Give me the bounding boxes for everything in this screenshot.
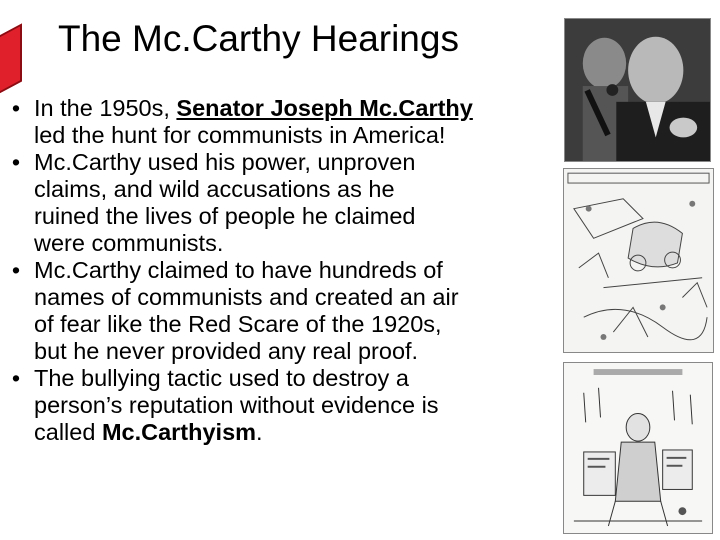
bullet-line: The bullying tactic used to destroy a <box>34 365 409 391</box>
bullet-line: claims, and wild accusations as he <box>34 176 395 202</box>
bullet-dot: • <box>11 257 21 283</box>
bullet-line: Mc.Carthy used his power, unproven <box>34 149 416 175</box>
bullet-line: were communists. <box>34 230 224 256</box>
political-cartoon-man-with-papers <box>563 362 713 534</box>
bullet-line: of fear like the Red Scare of the 1920s, <box>34 311 442 337</box>
cartoon-illustration <box>564 363 712 533</box>
emphasis-senator-name: Senator Joseph Mc.Carthy <box>176 95 473 121</box>
bullet-line: ruined the lives of people he claimed <box>34 203 416 229</box>
red-corner-decoration <box>0 23 22 102</box>
bullet-item <box>6 365 562 446</box>
bullet-dot: • <box>11 365 21 391</box>
emphasis-mccarthyism: Mc.Carthyism <box>101 419 257 445</box>
political-cartoon-car-scene <box>563 168 714 353</box>
bullet-dot: • <box>11 95 21 121</box>
slide-title: The Mc.Carthy Hearings <box>58 18 459 59</box>
photo-illustration <box>565 19 710 161</box>
bullet-line: but he never provided any real proof. <box>34 338 419 364</box>
bullet-list <box>6 95 562 446</box>
cartoon-illustration <box>564 169 713 352</box>
bullet-line: In the 1950s, Senator Joseph Mc.Carthy <box>34 95 473 121</box>
bullet-item <box>6 149 562 257</box>
photo-of-senator-at-microphones <box>564 18 711 162</box>
bullet-item <box>6 257 562 365</box>
bullet-line: led the hunt for communists in America! <box>34 122 446 148</box>
bullet-line: person’s reputation without evidence is <box>34 392 439 418</box>
bullet-dot: • <box>11 149 21 175</box>
bullet-line: called Mc.Carthyism. <box>34 419 263 445</box>
bullet-item <box>6 95 562 149</box>
bullet-line: Mc.Carthy claimed to have hundreds of <box>34 257 443 283</box>
bullet-line: names of communists and created an air <box>34 284 459 310</box>
